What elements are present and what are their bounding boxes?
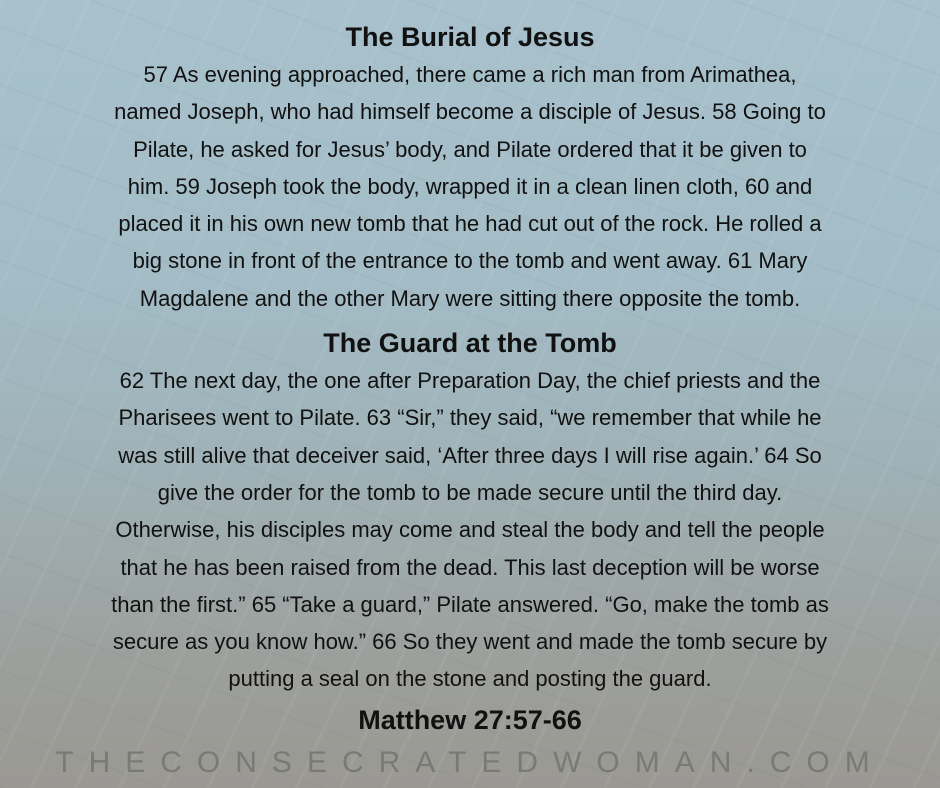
verse-line: placed it in his own new tomb that he had cut out of the rock. He rolled a (118, 211, 822, 237)
section-burial-text (20, 56, 920, 317)
verse-line: 57 As evening approached, there came a rich man from Arimathea, (143, 62, 797, 87)
section-title-guard: The Guard at the Tomb (323, 328, 617, 359)
verse-line: secure as you know how.” 66 So they went and made the tomb secure by (112, 629, 828, 655)
verse-line: Otherwise, his disciples may come and steal the body and tell the people (115, 517, 825, 543)
verse-line: him. 59 Joseph took the body, wrapped it in a clean linen cloth, 60 and (127, 173, 813, 199)
verse-line: Pilate, he asked for Jesus’ body, and Pilate ordered that it be given to (133, 136, 807, 162)
verse-line: Pharisees went to Pilate. 63 “Sir,” they said, “we remember that while he (118, 405, 822, 431)
verse-line: was still alive that deceiver said, ‘After three days I will rise again.’ 64 So (118, 442, 822, 468)
verse-line: Magdalene and the other Mary were sitting there opposite the tomb. (139, 285, 801, 311)
verse-line: that he has been raised from the dead. This last deception will be worse (120, 554, 820, 580)
verse-line: 62 The next day, the one after Preparation Day, the chief priests and the (119, 368, 821, 394)
section-title-burial: The Burial of Jesus (345, 22, 595, 52)
verse-line: than the first.” 65 “Take a guard,” Pilate answered. “Go, make the tomb as (111, 591, 829, 617)
verse-line: named Joseph, who had himself become a disciple of Jesus. 58 Going to (114, 99, 826, 125)
scripture-content (20, 18, 920, 740)
verse-line: big stone in front of the entrance to the tomb and went away. 61 Mary (132, 248, 808, 274)
website-watermark: THECONSECRATEDWOMAN.COM (55, 746, 885, 779)
scripture-reference: Matthew 27:57-66 (358, 704, 582, 735)
verse-line: putting a seal on the stone and posting the guard. (228, 666, 712, 692)
section-guard-text (20, 362, 920, 698)
verse-line: give the order for the tomb to be made secure until the third day. (157, 479, 783, 505)
